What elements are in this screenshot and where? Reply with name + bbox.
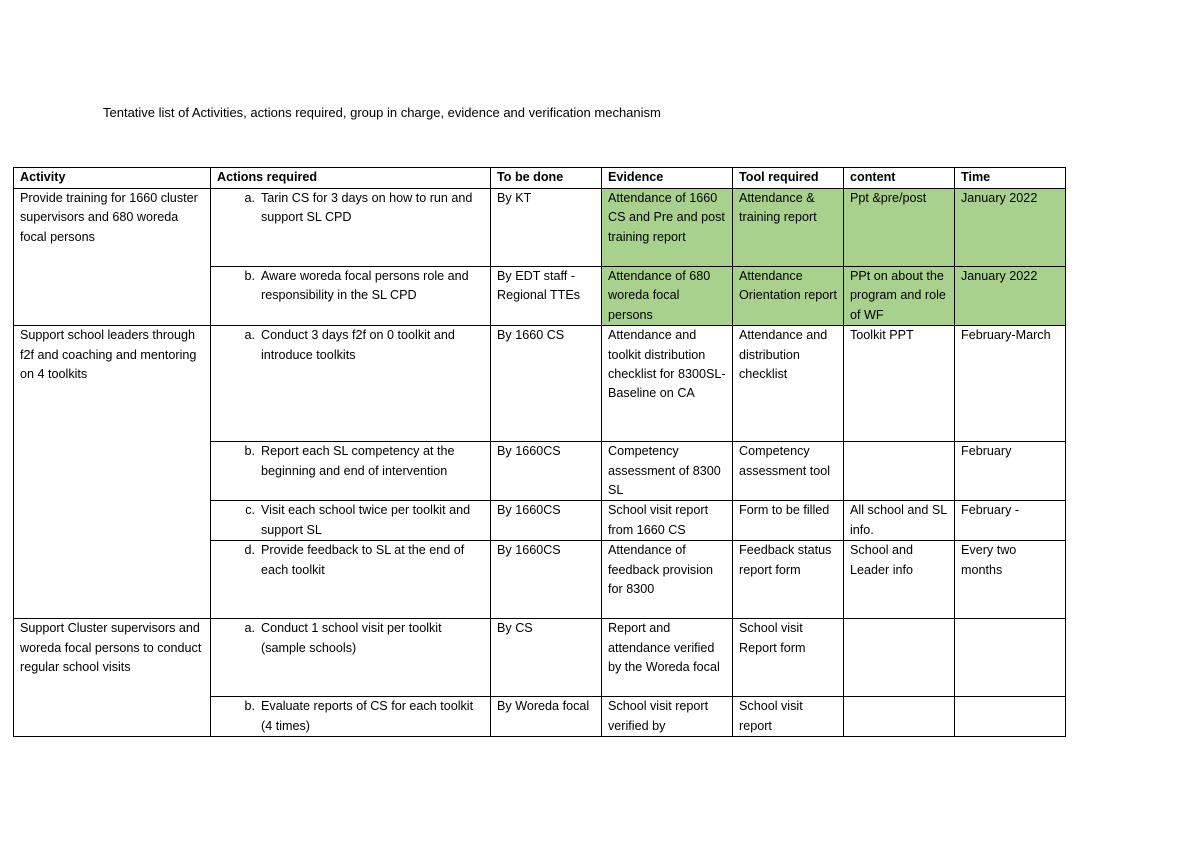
content-cell bbox=[844, 619, 955, 697]
action-cell bbox=[211, 442, 491, 501]
action-cell bbox=[211, 267, 491, 326]
header-actions-required: Actions required bbox=[211, 168, 491, 189]
evidence-cell: School visit report verified by bbox=[602, 697, 733, 737]
tool-cell: Attendance Orientation report bbox=[733, 267, 844, 326]
to-be-done-cell: By CS bbox=[491, 619, 602, 697]
action-letter: a. bbox=[244, 328, 255, 343]
activity-cell: Support school leaders through f2f and coaching and mentoring on 4 toolkits bbox=[14, 326, 211, 619]
action-letter: c. bbox=[245, 503, 255, 518]
content-cell bbox=[844, 697, 955, 737]
content-cell: All school and SL info. bbox=[844, 501, 955, 541]
document-title: Tentative list of Activities, actions required, group in charge, evidence and verification mechanism bbox=[103, 105, 661, 120]
time-cell: February bbox=[955, 442, 1066, 501]
evidence-cell: School visit report from 1660 CS bbox=[602, 501, 733, 541]
activity-cell: Provide training for 1660 cluster supervisors and 680 woreda focal persons bbox=[14, 189, 211, 326]
action-text: Evaluate reports of CS for each toolkit (4 times) bbox=[261, 699, 474, 733]
time-cell: February - bbox=[955, 501, 1066, 541]
activity-table bbox=[13, 167, 1066, 737]
to-be-done-cell: By 1660CS bbox=[491, 442, 602, 501]
action-letter: d. bbox=[244, 543, 255, 558]
time-cell: February-March bbox=[955, 326, 1066, 442]
evidence-cell: Attendance of 1660 CS and Pre and post training report bbox=[602, 189, 733, 267]
action-cell bbox=[211, 501, 491, 541]
to-be-done-cell: By 1660CS bbox=[491, 501, 602, 541]
action-cell bbox=[211, 541, 491, 619]
action-cell bbox=[211, 326, 491, 442]
action-letter: b. bbox=[244, 699, 255, 714]
action-text: Tarin CS for 3 days on how to run and support SL CPD bbox=[261, 191, 473, 225]
table-row bbox=[14, 326, 1066, 442]
header-content: content bbox=[844, 168, 955, 189]
action-letter: a. bbox=[244, 621, 255, 636]
tool-cell: School visit report bbox=[733, 697, 844, 737]
action-cell bbox=[211, 619, 491, 697]
action-text: Conduct 3 days f2f on 0 toolkit and introduce toolkits bbox=[261, 328, 455, 362]
time-cell: Every two months bbox=[955, 541, 1066, 619]
evidence-cell: Attendance of feedback provision for 8300 bbox=[602, 541, 733, 619]
evidence-cell: Competency assessment of 8300 SL bbox=[602, 442, 733, 501]
content-cell: Ppt &pre/post bbox=[844, 189, 955, 267]
tool-cell: Form to be filled bbox=[733, 501, 844, 541]
table-row bbox=[14, 619, 1066, 697]
time-cell bbox=[955, 619, 1066, 697]
evidence-cell: Report and attendance verified by the Woreda focal bbox=[602, 619, 733, 697]
action-text: Report each SL competency at the beginning and end of intervention bbox=[261, 444, 455, 478]
time-cell: January 2022 bbox=[955, 189, 1066, 267]
header-tool-required: Tool required bbox=[733, 168, 844, 189]
table-header-row bbox=[14, 168, 1066, 189]
to-be-done-cell: By Woreda focal bbox=[491, 697, 602, 737]
action-text: Aware woreda focal persons role and responsibility in the SL CPD bbox=[261, 269, 469, 303]
action-cell bbox=[211, 697, 491, 737]
evidence-cell: Attendance and toolkit distribution checklist for 8300SL- Baseline on CA bbox=[602, 326, 733, 442]
table-row bbox=[14, 189, 1066, 267]
content-cell: School and Leader info bbox=[844, 541, 955, 619]
action-letter: a. bbox=[244, 191, 255, 205]
to-be-done-cell: By 1660 CS bbox=[491, 326, 602, 442]
header-activity: Activity bbox=[14, 168, 211, 189]
action-text: Provide feedback to SL at the end of each toolkit bbox=[261, 543, 465, 577]
activity-cell: Support Cluster supervisors and woreda focal persons to conduct regular school visits bbox=[14, 619, 211, 737]
action-letter: b. bbox=[244, 444, 255, 459]
content-cell: Toolkit PPT bbox=[844, 326, 955, 442]
tool-cell: Attendance and distribution checklist bbox=[733, 326, 844, 442]
action-letter: b. bbox=[244, 269, 255, 283]
content-cell bbox=[844, 442, 955, 501]
tool-cell: Attendance & training report bbox=[733, 189, 844, 267]
to-be-done-cell: By EDT staff -Regional TTEs bbox=[491, 267, 602, 326]
tool-cell: Competency assessment tool bbox=[733, 442, 844, 501]
to-be-done-cell: By KT bbox=[491, 189, 602, 267]
action-text: Visit each school twice per toolkit and support SL bbox=[261, 503, 471, 537]
header-to-be-done: To be done bbox=[491, 168, 602, 189]
to-be-done-cell: By 1660CS bbox=[491, 541, 602, 619]
tool-cell: Feedback status report form bbox=[733, 541, 844, 619]
action-text: Conduct 1 school visit per toolkit (sample schools) bbox=[261, 621, 442, 655]
header-time: Time bbox=[955, 168, 1066, 189]
time-cell: January 2022 bbox=[955, 267, 1066, 326]
evidence-cell: Attendance of 680 woreda focal persons bbox=[602, 267, 733, 326]
header-evidence: Evidence bbox=[602, 168, 733, 189]
action-cell bbox=[211, 189, 491, 267]
time-cell bbox=[955, 697, 1066, 737]
content-cell: PPt on about the program and role of WF bbox=[844, 267, 955, 326]
tool-cell: School visit Report form bbox=[733, 619, 844, 697]
